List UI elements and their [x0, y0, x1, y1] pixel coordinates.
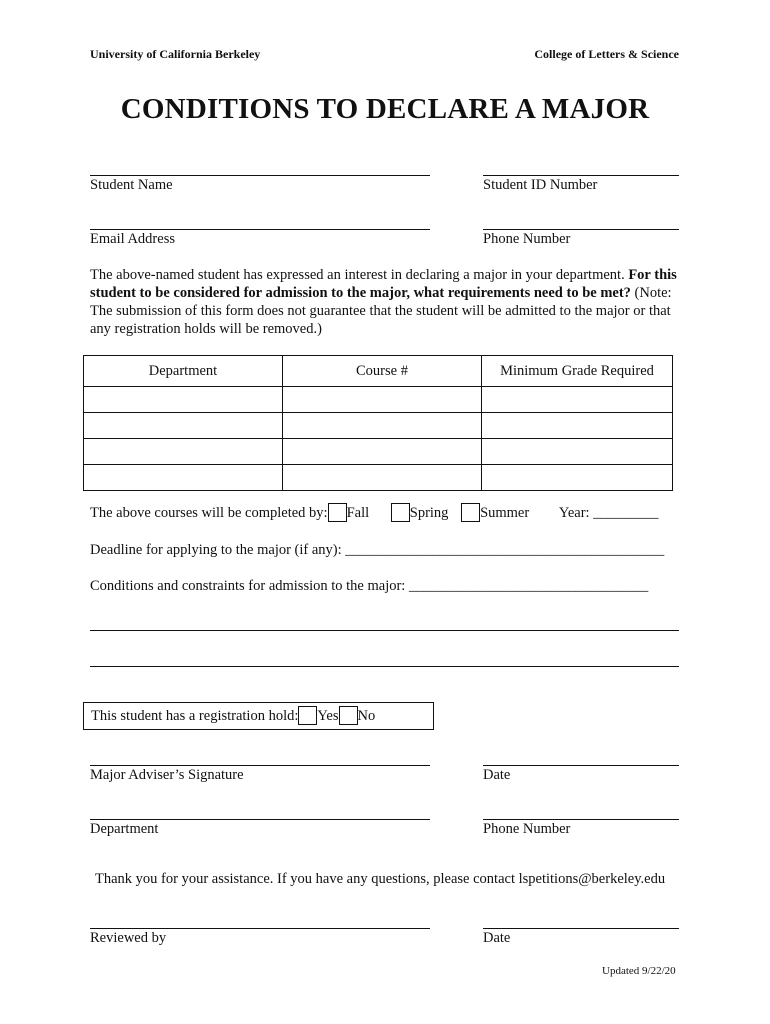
completion-label: The above courses will be completed by:: [90, 505, 328, 521]
review-date-field[interactable]: [483, 928, 679, 929]
table-cell[interactable]: [482, 465, 673, 491]
column-header-course: Course #: [283, 356, 482, 387]
reviewed-by-field[interactable]: [90, 928, 430, 929]
page-title: CONDITIONS TO DECLARE A MAJOR: [120, 93, 650, 125]
spring-label: Spring: [409, 505, 449, 521]
hold-no-checkbox[interactable]: [339, 706, 358, 725]
hold-label: This student has a registration hold:: [91, 708, 299, 724]
fall-checkbox[interactable]: [328, 503, 347, 522]
intro-note: (Note: The submission of this form does not guarantee that the student will be admitted to the major or that any registration holds will be removed.): [90, 285, 672, 337]
date-field[interactable]: [483, 765, 679, 766]
table-cell[interactable]: [482, 413, 673, 439]
summer-label: Summer: [480, 505, 530, 521]
review-date-label: Date: [483, 930, 511, 946]
table-cell[interactable]: [283, 439, 482, 465]
table-cell[interactable]: [283, 413, 482, 439]
department-label: Department: [90, 821, 159, 837]
email-label: Email Address: [90, 231, 175, 247]
table-cell[interactable]: [84, 413, 283, 439]
table-header-row: [84, 356, 673, 387]
table-cell[interactable]: [283, 465, 482, 491]
table-row: [84, 413, 673, 439]
hold-yes-checkbox[interactable]: [298, 706, 317, 725]
department-field[interactable]: [90, 819, 430, 820]
table-row: [84, 465, 673, 491]
requirements-table: [83, 355, 673, 491]
phone-label: Phone Number: [483, 231, 571, 247]
reviewed-by-label: Reviewed by: [90, 930, 167, 946]
intro-text: The above-named student has expressed an interest in declaring a major in your department.: [90, 267, 629, 283]
date-label: Date: [483, 767, 511, 783]
table-row: [84, 439, 673, 465]
conditions-line-2[interactable]: [90, 630, 679, 631]
student-name-field[interactable]: [90, 175, 430, 176]
table-cell[interactable]: [84, 387, 283, 413]
student-name-label: Student Name: [90, 177, 173, 193]
table-row: [84, 387, 673, 413]
column-header-department: Department: [84, 356, 283, 387]
adviser-signature-field[interactable]: [90, 765, 430, 766]
fall-label: Fall: [346, 505, 370, 521]
student-id-label: Student ID Number: [483, 177, 598, 193]
intro-paragraph: [90, 266, 690, 338]
email-field[interactable]: [90, 229, 430, 230]
updated-note: Updated 9/22/20: [602, 965, 676, 977]
phone-field[interactable]: [483, 229, 679, 230]
intro-bold-question: For this student to be considered for admission to the major, what requirements need to be met?: [90, 267, 677, 301]
deadline-field[interactable]: Deadline for applying to the major (if any): ____________________________________________: [90, 542, 665, 558]
conditions-line-3[interactable]: [90, 666, 679, 667]
table-cell[interactable]: [482, 387, 673, 413]
adviser-signature-label: Major Adviser’s Signature: [90, 767, 244, 783]
student-id-field[interactable]: [483, 175, 679, 176]
header-college: College of Letters & Science: [534, 47, 679, 61]
conditions-field[interactable]: Conditions and constraints for admission to the major: _________________________________: [90, 578, 649, 594]
adviser-phone-label: Phone Number: [483, 821, 571, 837]
thanks-text: Thank you for your assistance. If you have any questions, please contact lspetitions@berkeley.edu: [95, 871, 666, 887]
hold-no-label: No: [357, 708, 376, 724]
summer-checkbox[interactable]: [461, 503, 480, 522]
hold-yes-label: Yes: [317, 708, 339, 724]
table-cell[interactable]: [84, 465, 283, 491]
column-header-min-grade: Minimum Grade Required: [482, 356, 673, 387]
spring-checkbox[interactable]: [391, 503, 410, 522]
table-cell[interactable]: [283, 387, 482, 413]
adviser-phone-field[interactable]: [483, 819, 679, 820]
table-cell[interactable]: [84, 439, 283, 465]
completion-row: [90, 503, 658, 522]
header-university: University of California Berkeley: [90, 47, 261, 61]
registration-hold-box: [83, 702, 434, 730]
year-field[interactable]: Year: _________: [558, 505, 659, 521]
table-cell[interactable]: [482, 439, 673, 465]
